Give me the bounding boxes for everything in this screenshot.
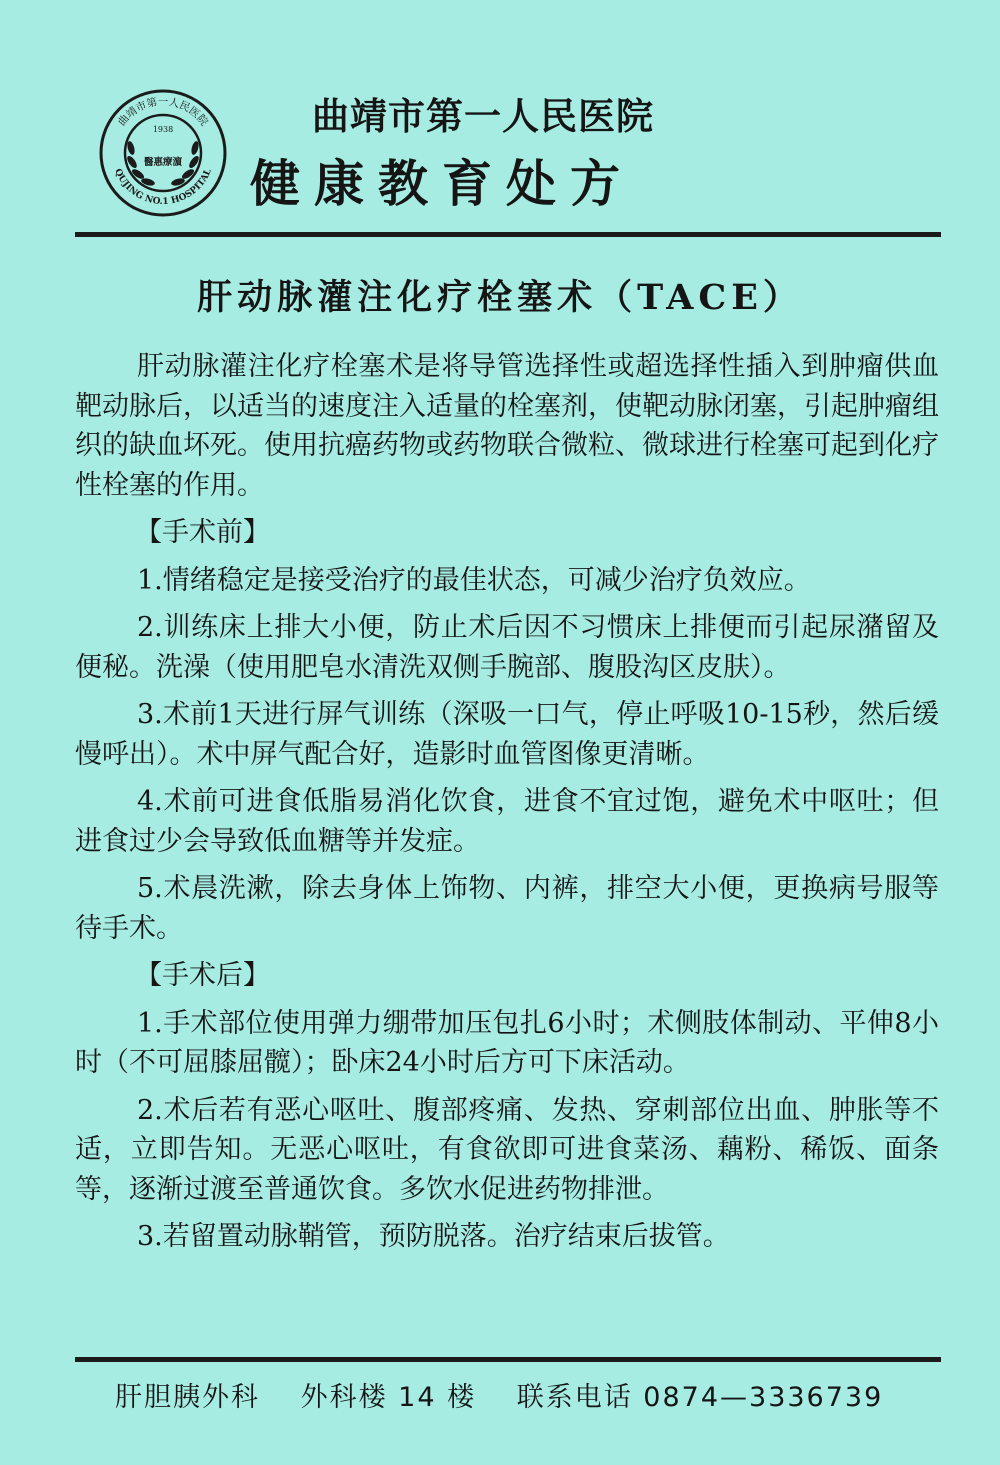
top-divider [75, 232, 941, 237]
post-op-heading: 【手术后】 [135, 960, 270, 991]
pre-op-item: 2.训练床上排大小便，防止术后因不习惯床上排便而引起尿潴留及便秘。洗澡（使用肥皂水清洗双侧手腕部、腹股沟区皮肤）。 [75, 612, 939, 683]
post-op-item: 1.手术部位使用弹力绷带加压包扎6小时；术侧肢体制动、平伸8小时（不可屈膝屈髋）；卧床24小时后方可下床活动。 [75, 1007, 939, 1078]
pre-op-item: 3.术前1天进行屏气训练（深吸一口气，停止呼吸10-15秒，然后缓慢呼出）。术中屏气配合好，造影时血管图像更清晰。 [75, 699, 939, 770]
pre-op-heading: 【手术前】 [135, 517, 270, 548]
logo-year: 1938 [152, 125, 174, 134]
page-title: 肝动脉灌注化疗栓塞术（TACE） [197, 277, 803, 318]
intro-paragraph: 肝动脉灌注化疗栓塞术是将导管选择性或超选择性插入到肿瘤供血靶动脉后，以适当的速度注入适量的栓塞剂，使靶动脉闭塞，引起肿瘤组织的缺血坏死。使用抗癌药物或药物联合微粒、微球进行栓塞可起到化疗性栓塞的作用。 [75, 351, 939, 501]
pre-op-item: 1.情绪稳定是接受治疗的最佳状态，可减少治疗负效应。 [137, 564, 811, 596]
footer-phone: 联系电话 0874—3336739 [516, 1382, 884, 1413]
hospital-name: 曲靖市第一人民医院 [312, 94, 654, 138]
document-kind: 健康教育处方 [250, 154, 634, 213]
post-op-item: 2.术后若有恶心呕吐、腹部疼痛、发热、穿刺部位出血、肿胀等不适，立即告知。无恶心呕吐，有食欲即可进食菜汤、藕粉、稀饭、面条等，逐渐过渡至普通饮食。多饮水促进药物排泄。 [75, 1094, 939, 1205]
pre-op-item: 5.术晨洗漱，除去身体上饰物、内裤，排空大小便，更换病号服等待手术。 [75, 873, 939, 944]
document-body [75, 347, 939, 1265]
logo-ring-en: QUJING NO.1 HOSPITAL [112, 167, 214, 208]
footer-building: 外科楼 14 楼 [300, 1382, 477, 1413]
footer-department: 肝胆胰外科 [115, 1382, 260, 1413]
footer [115, 1375, 935, 1414]
hospital-logo [98, 88, 228, 218]
pre-op-item: 4.术前可进食低脂易消化饮食，进食不宜过饱，避免术中呕吐；但进食过少会导致低血糖等并发症。 [75, 786, 939, 857]
bottom-divider [75, 1357, 941, 1362]
logo-ring-cn: 曲靖市第一人民医院 [115, 96, 211, 129]
logo-center-chars: 醫惠療濵 [143, 157, 183, 168]
post-op-item: 3.若留置动脉鞘管，预防脱落。治疗结束后拔管。 [137, 1221, 730, 1252]
